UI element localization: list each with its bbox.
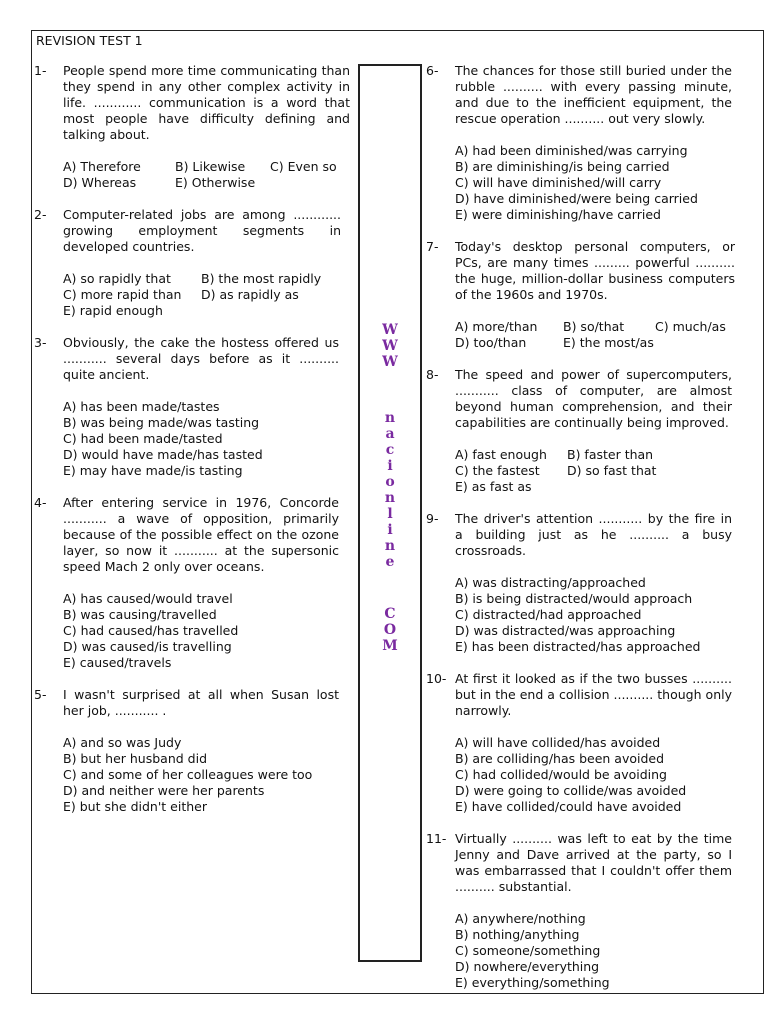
- answer-option[interactable]: D) were going to collide/was avoided: [455, 783, 687, 798]
- watermark-com: [360, 606, 420, 654]
- question-number: 4-: [34, 495, 47, 510]
- question-number: 11-: [426, 831, 447, 846]
- watermark-letter: a: [385, 426, 395, 442]
- answer-option[interactable]: E) were diminishing/have carried: [455, 207, 661, 222]
- answer-option[interactable]: B) are diminishing/is being carried: [455, 159, 670, 174]
- question-number: 5-: [34, 687, 47, 702]
- answer-option[interactable]: B) was causing/travelled: [63, 607, 217, 622]
- question-text: Obviously, the cake the hostess offered us ........... several days before as it .......... quite ancient.: [63, 335, 339, 382]
- question-3: [34, 335, 339, 479]
- answer-option[interactable]: A) will have collided/has avoided: [455, 735, 661, 750]
- answer-option[interactable]: D) was distracted/was approaching: [455, 623, 676, 638]
- answer-option[interactable]: C) and some of her colleagues were too: [63, 767, 313, 782]
- answer-options: [455, 735, 732, 815]
- watermark-letter: l: [387, 506, 393, 522]
- watermark-letter: i: [387, 458, 393, 474]
- answer-option[interactable]: D) too/than: [455, 335, 527, 350]
- answer-option[interactable]: C) more rapid than: [63, 287, 182, 302]
- answer-option[interactable]: E) but she didn't either: [63, 799, 207, 814]
- answer-option[interactable]: E) the most/as: [563, 335, 654, 350]
- watermark-letter: e: [385, 554, 395, 570]
- watermark-letter: n: [384, 410, 396, 426]
- answer-option[interactable]: D) and neither were her parents: [63, 783, 265, 798]
- answer-options: [63, 735, 339, 815]
- answer-option[interactable]: B) are colliding/has been avoided: [455, 751, 665, 766]
- watermark-letter: W: [382, 322, 398, 338]
- answer-option[interactable]: D) Whereas: [63, 175, 137, 190]
- answer-option[interactable]: B) is being distracted/would approach: [455, 591, 693, 606]
- answer-option[interactable]: D) have diminished/were being carried: [455, 191, 698, 206]
- answer-option[interactable]: C) Even so: [270, 159, 337, 174]
- question-text: The speed and power of supercomputers, ........... class of computer, are almost beyond human comprehension, and their capabilities are continually being improved.: [455, 367, 732, 430]
- question-text: The chances for those still buried under the rubble .......... with every passing minute, and due to the inefficient equipment, the rescue operation .......... out very slowly.: [455, 63, 732, 126]
- watermark-letter: W: [382, 338, 398, 354]
- answer-option[interactable]: A) has been made/tastes: [63, 399, 220, 414]
- answer-option[interactable]: C) had collided/would be avoiding: [455, 767, 667, 782]
- right-column: [426, 63, 735, 1007]
- answer-option[interactable]: C) distracted/had approached: [455, 607, 642, 622]
- question-text: Computer-related jobs are among ............ growing employment segments in developed countries.: [63, 207, 341, 254]
- question-10: [426, 671, 732, 815]
- answer-option[interactable]: D) would have made/has tasted: [63, 447, 263, 462]
- question-2: [34, 207, 339, 319]
- answer-options: [455, 447, 732, 495]
- question-number: 3-: [34, 335, 47, 350]
- answer-option[interactable]: A) so rapidly that: [63, 271, 171, 286]
- answer-option[interactable]: A) and so was Judy: [63, 735, 182, 750]
- answer-option[interactable]: E) everything/something: [455, 975, 610, 990]
- answer-option[interactable]: D) as rapidly as: [201, 287, 299, 302]
- answer-option[interactable]: E) may have made/is tasting: [63, 463, 243, 478]
- watermark-www: [360, 322, 420, 370]
- answer-options: [455, 143, 732, 223]
- answer-option[interactable]: C) someone/something: [455, 943, 601, 958]
- answer-options: [63, 399, 339, 479]
- watermark-letter: C: [384, 606, 396, 622]
- answer-option[interactable]: A) fast enough: [455, 447, 547, 462]
- question-text: I wasn't surprised at all when Susan lost her job, ........... .: [63, 687, 339, 718]
- question-text: At first it looked as if the two busses .......... but in the end a collision .......... though only narrowly.: [455, 671, 732, 718]
- answer-option[interactable]: A) anywhere/nothing: [455, 911, 586, 926]
- question-number: 9-: [426, 511, 439, 526]
- question-9: [426, 511, 732, 655]
- question-7: [426, 239, 735, 351]
- answer-option[interactable]: B) Likewise: [175, 159, 246, 174]
- watermark-letter: W: [382, 354, 398, 370]
- watermark-nacionline: [360, 410, 420, 570]
- answer-option[interactable]: A) was distracting/approached: [455, 575, 646, 590]
- question-text: People spend more time communicating than they spend in any other complex activity in life. ............ communication is a word that most people have difficulty defining and talking about.: [63, 63, 350, 142]
- answer-option[interactable]: B) faster than: [567, 447, 654, 462]
- answer-option[interactable]: B) the most rapidly: [201, 271, 322, 286]
- question-number: 2-: [34, 207, 47, 222]
- answer-option[interactable]: C) will have diminished/will carry: [455, 175, 662, 190]
- watermark-box: [358, 64, 422, 962]
- watermark-letter: O: [383, 622, 397, 638]
- answer-option[interactable]: C) the fastest: [455, 463, 540, 478]
- answer-option[interactable]: E) rapid enough: [63, 303, 163, 318]
- answer-options: [455, 911, 732, 991]
- question-11: [426, 831, 732, 991]
- answer-option[interactable]: B) but her husband did: [63, 751, 208, 766]
- answer-options: [63, 159, 350, 191]
- answer-option[interactable]: D) so fast that: [567, 463, 657, 478]
- watermark-letter: n: [384, 490, 396, 506]
- question-text: The driver's attention ........... by the fire in a building just as he .......... a busy crossroads.: [455, 511, 732, 558]
- answer-option[interactable]: B) nothing/anything: [455, 927, 580, 942]
- answer-option[interactable]: D) nowhere/everything: [455, 959, 600, 974]
- question-text: Virtually .......... was left to eat by the time Jenny and Dave arrived at the party, so I was embarrassed that I couldn't offer them .......... substantial.: [455, 831, 732, 894]
- answer-option[interactable]: A) had been diminished/was carrying: [455, 143, 688, 158]
- answer-options: [455, 319, 735, 351]
- question-4: [34, 495, 339, 671]
- answer-option[interactable]: C) much/as: [655, 319, 726, 334]
- question-number: 1-: [34, 63, 47, 78]
- page-title: REVISION TEST 1: [36, 33, 143, 48]
- answer-option[interactable]: A) Therefore: [63, 159, 141, 174]
- question-1: [34, 63, 350, 191]
- watermark-letter: n: [384, 538, 396, 554]
- watermark-letter: c: [385, 442, 395, 458]
- answer-option[interactable]: A) has caused/would travel: [63, 591, 233, 606]
- answer-option[interactable]: E) Otherwise: [175, 175, 256, 190]
- watermark-letter: o: [385, 474, 395, 490]
- answer-option[interactable]: C) had been made/tasted: [63, 431, 223, 446]
- left-column: [34, 63, 350, 831]
- answer-option[interactable]: E) caused/travels: [63, 655, 172, 670]
- question-5: [34, 687, 339, 815]
- answer-option[interactable]: C) had caused/has travelled: [63, 623, 239, 638]
- question-8: [426, 367, 732, 495]
- question-text: Today's desktop personal computers, or PCs, are many times ......... powerful .......... the huge, million-dollar business computers of the 1960s and 1970s.: [455, 239, 735, 302]
- question-number: 8-: [426, 367, 439, 382]
- question-text: After entering service in 1976, Concorde ........... a wave of opposition, primarily because of the possible effect on the ozone layer, so now it ........... at the supersonic speed Mach 2 only over oceans.: [63, 495, 339, 574]
- question-number: 10-: [426, 671, 447, 686]
- answer-option[interactable]: A) more/than: [455, 319, 538, 334]
- question-number: 7-: [426, 239, 439, 254]
- answer-options: [63, 591, 339, 671]
- question-6: [426, 63, 732, 223]
- answer-option[interactable]: B) so/that: [563, 319, 625, 334]
- answer-options: [455, 575, 732, 655]
- answer-option[interactable]: D) was caused/is travelling: [63, 639, 232, 654]
- answer-option[interactable]: E) has been distracted/has approached: [455, 639, 701, 654]
- answer-options: [63, 271, 341, 319]
- question-number: 6-: [426, 63, 439, 78]
- answer-option[interactable]: B) was being made/was tasting: [63, 415, 260, 430]
- watermark-letter: i: [387, 522, 393, 538]
- answer-option[interactable]: E) as fast as: [455, 479, 532, 494]
- watermark-letter: M: [382, 638, 398, 654]
- answer-option[interactable]: E) have collided/could have avoided: [455, 799, 682, 814]
